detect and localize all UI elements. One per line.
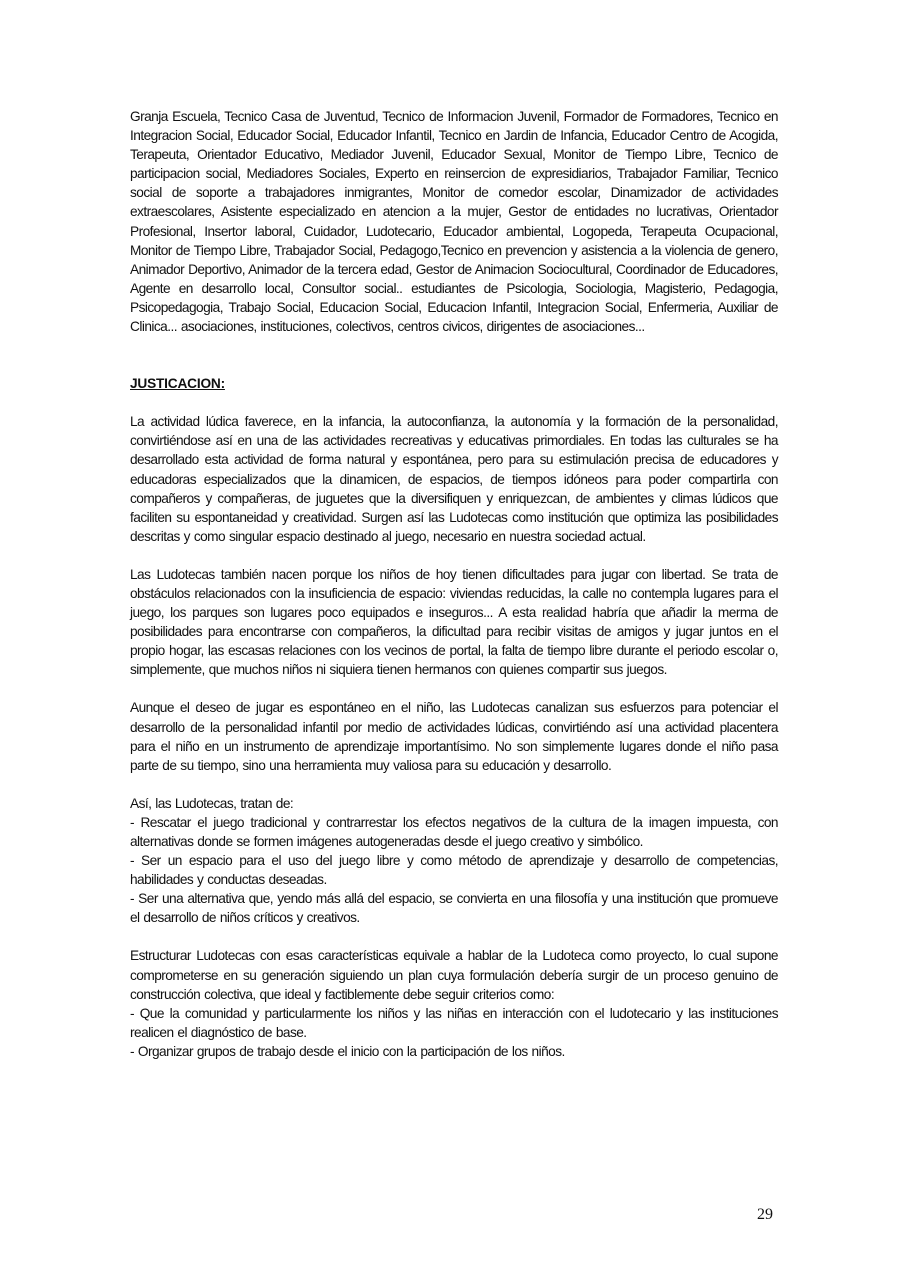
section-heading: JUSTICACION: bbox=[130, 376, 225, 392]
spacer bbox=[130, 679, 778, 698]
paragraph-3: Aunque el deseo de jugar es espontáneo en el niño, las Ludotecas canalizan sus esfuerzos para potenciar el desarrollo de la personalidad infantil por medio de actividades lúdicas, convirtiéndo así una actividad placentera para el niño en un instrumento de aprendizaje importantísimo. No son simplemente lugares donde el niño pasa parte de su tiempo, sino una herramienta muy valiosa para su educación y desarrollo. bbox=[130, 700, 778, 773]
spacer bbox=[130, 775, 778, 794]
paragraph-5: Estructurar Ludotecas con esas características equivale a hablar de la Ludoteca como proyecto, lo cual supone comprometerse en su generación siguiendo un plan cuya formulación debería surgir de un proceso genuino de construcción colectiva, que ideal y factiblemente debe seguir criterios como: bbox=[130, 948, 778, 1002]
page-number: 29 bbox=[757, 1206, 773, 1223]
page-body bbox=[130, 107, 778, 1061]
list-item: - Rescatar el juego tradicional y contrarrestar los efectos negativos de la cultura de la imagen impuesta, con alternativas donde se formen imágenes autogeneradas desde el juego creativo y simbólico. bbox=[130, 814, 778, 849]
paragraph-4-intro: Así, las Ludotecas, tratan de: bbox=[130, 795, 294, 811]
spacer bbox=[130, 393, 778, 412]
spacer bbox=[130, 927, 778, 946]
list-item: - Ser un espacio para el uso del juego libre y como método de aprendizaje y desarrollo de competencias, habilidades y conductas deseadas. bbox=[130, 853, 778, 888]
list-item: - Organizar grupos de trabajo desde el inicio con la participación de los niños. bbox=[130, 1043, 565, 1059]
paragraph-2: Las Ludotecas también nacen porque los niños de hoy tienen dificultades para jugar con libertad. Se trata de obstáculos relacionados con la insuficiencia de espacio: viviendas reducidas, la calle no contempla lugares para el juego, los parques son lugares poco equipados e inseguros... A esta realidad habría que añadir la merma de posibilidades para encontrarse con compañeros, la dificultad para recibir visitas de amigos y jugar juntos en el propio hogar, las escasas relaciones con los vecinos de portal, la falta de tiempo libre durante el periodo escolar o, simplemente, que muchos niños ni siquiera tienen hermanos con quienes compartir sus juegos. bbox=[130, 566, 778, 678]
intro-list-paragraph: Granja Escuela, Tecnico Casa de Juventud, Tecnico de Informacion Juvenil, Formador de Formadores, Tecnico en Integracion Social, Educador Social, Educador Infantil, Tecnico en Jardin de Infancia, Educador Centro de Acogida, Terapeuta, Orientador Educativo, Mediador Juvenil, Educador Sexual, Monitor de Tiempo Libre, Tecnico de participacion social, Mediadores Sociales, Experto en reinsercion de expresidiarios, Trabajador Familiar, Tecnico social de soporte a trabajadores inmigrantes, Monitor de comedor escolar, Dinamizador de actividades extraescolares, Asistente especializado en atencion a la mujer, Gestor de entidades no lucrativas, Orientador Profesional, Insertor laboral, Cuidador, Ludotecario, Educador ambiental, Logopeda, Terapeuta Ocupacional, Monitor de Tiempo Libre, Trabajador Social, Pedagogo,Tecnico en prevencion y asistencia a la violencia de genero, Animador Deportivo, Animador de la tercera edad, Gestor de Animacion Sociocultural, Coordinador de Educadores, Agente en desarrollo local, Consultor social.. estudiantes de Psicologia, Sociologia, Magisterio, Pedagogia, Psicopedagogia, Trabajo Social, Educacion Social, Educacion Infantil, Integracion Social, Enfermeria, Auxiliar de Clinica... asociaciones, instituciones, colectivos, centros civicos, dirigentes de asociaciones... bbox=[130, 109, 778, 335]
paragraph-1: La actividad lúdica faverece, en la infancia, la autoconfianza, la autonomía y la formación de la personalidad, convirtiéndose así en una de las actividades recreativas y educativas primordiales. En todas las culturales se ha desarrollado esta actividad de forma natural y espontánea, pero para su estimulación precisa de educadores y educadoras especializados que la dinamicen, de espacios, de tiempos idóneos para poder compartirla con compañeros y compañeras, de juguetes que la diversifiquen y enriquezcan, de ambientes y climas lúdicos que faciliten su espontaneidad y creatividad. Surgen así las Ludotecas como institución que optimiza las posibilidades descritas y como singular espacio destinado al juego, necesario en nuestra sociedad actual. bbox=[130, 414, 778, 544]
list-item: - Ser una alternativa que, yendo más allá del espacio, se convierta en una filosofía y una institución que promueve el desarrollo de niños críticos y creativos. bbox=[130, 891, 778, 926]
spacer bbox=[130, 546, 778, 565]
list-item: - Que la comunidad y particularmente los niños y las niñas en interacción con el ludotecario y las instituciones realicen el diagnóstico de base. bbox=[130, 1005, 778, 1040]
spacer bbox=[130, 336, 778, 374]
